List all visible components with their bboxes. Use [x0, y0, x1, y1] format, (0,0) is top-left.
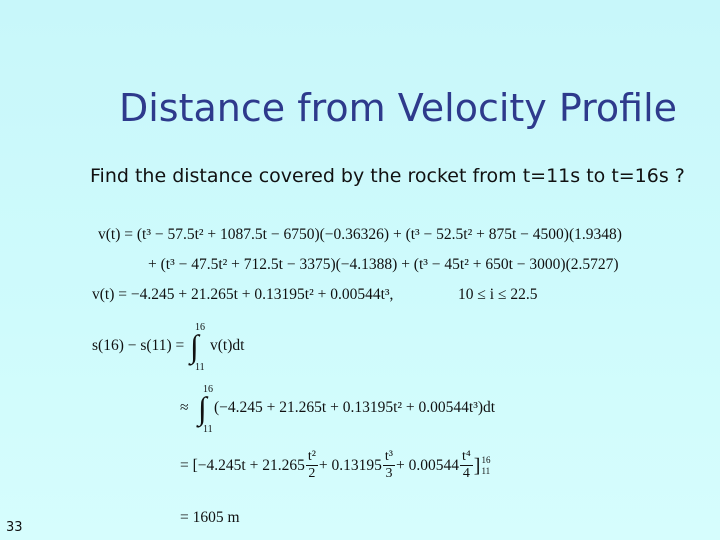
fraction-denominator: 2	[306, 465, 318, 482]
integral-lower-limit: 11	[203, 424, 213, 435]
fraction-t3-over-3	[383, 449, 395, 482]
integral-upper-limit: 16	[203, 384, 213, 395]
antiderivative-expression	[180, 449, 490, 482]
integral-symbol: ∫	[198, 390, 207, 426]
fraction-denominator: 4	[460, 465, 473, 482]
distance-difference-lhs: s(16) − s(11) =	[92, 337, 185, 354]
integrand-v: v(t)dt	[210, 337, 245, 354]
closing-bracket: ]	[473, 454, 481, 477]
evaluation-lower-limit: 11	[481, 465, 491, 476]
antiderivative-term-2: + 0.13195	[318, 456, 382, 474]
integral-symbol: ∫	[190, 328, 199, 364]
page-number: 33	[6, 520, 23, 535]
velocity-equation-line-1: v(t) = (t³ − 57.5t² + 1087.5t − 6750)(−0.36326) + (t³ − 52.5t² + 875t − 4500)(1.9348)	[98, 226, 622, 243]
velocity-simplified: v(t) = −4.245 + 21.265t + 0.13195t² + 0.00544t³,	[92, 286, 394, 303]
integral-lower-limit: 11	[195, 362, 205, 373]
integral-sign-2	[194, 384, 214, 434]
antiderivative-term-3: + 0.00544	[396, 456, 460, 474]
velocity-equation-line-2: + (t³ − 47.5t² + 712.5t − 3375)(−4.1388) + (t³ − 45t² + 650t − 3000)(2.5727)	[148, 256, 619, 273]
fraction-numerator: t³	[384, 449, 394, 464]
fraction-t4-over-4	[460, 449, 473, 482]
evaluation-upper-limit: 16	[481, 454, 491, 465]
result-value: = 1605 m	[180, 509, 240, 526]
fraction-numerator: t⁴	[462, 449, 471, 464]
approx-symbol: ≈	[180, 399, 189, 416]
fraction-denominator: 3	[383, 465, 395, 482]
approx-integrand: (−4.245 + 21.265t + 0.13195t² + 0.00544t³)dt	[214, 399, 496, 416]
fraction-t2-over-2	[306, 449, 318, 482]
antiderivative-prefix: = [−4.245t + 21.265	[180, 456, 305, 474]
integral-sign-1	[186, 322, 206, 372]
velocity-domain: 10 ≤ i ≤ 22.5	[458, 286, 538, 303]
evaluation-limits	[481, 455, 490, 477]
fraction-numerator: t²	[307, 449, 316, 464]
slide-title: Distance from Velocity Profile	[118, 86, 678, 130]
question-text: Find the distance covered by the rocket from t=11s to t=16s ?	[90, 165, 685, 187]
integral-upper-limit: 16	[195, 322, 205, 333]
